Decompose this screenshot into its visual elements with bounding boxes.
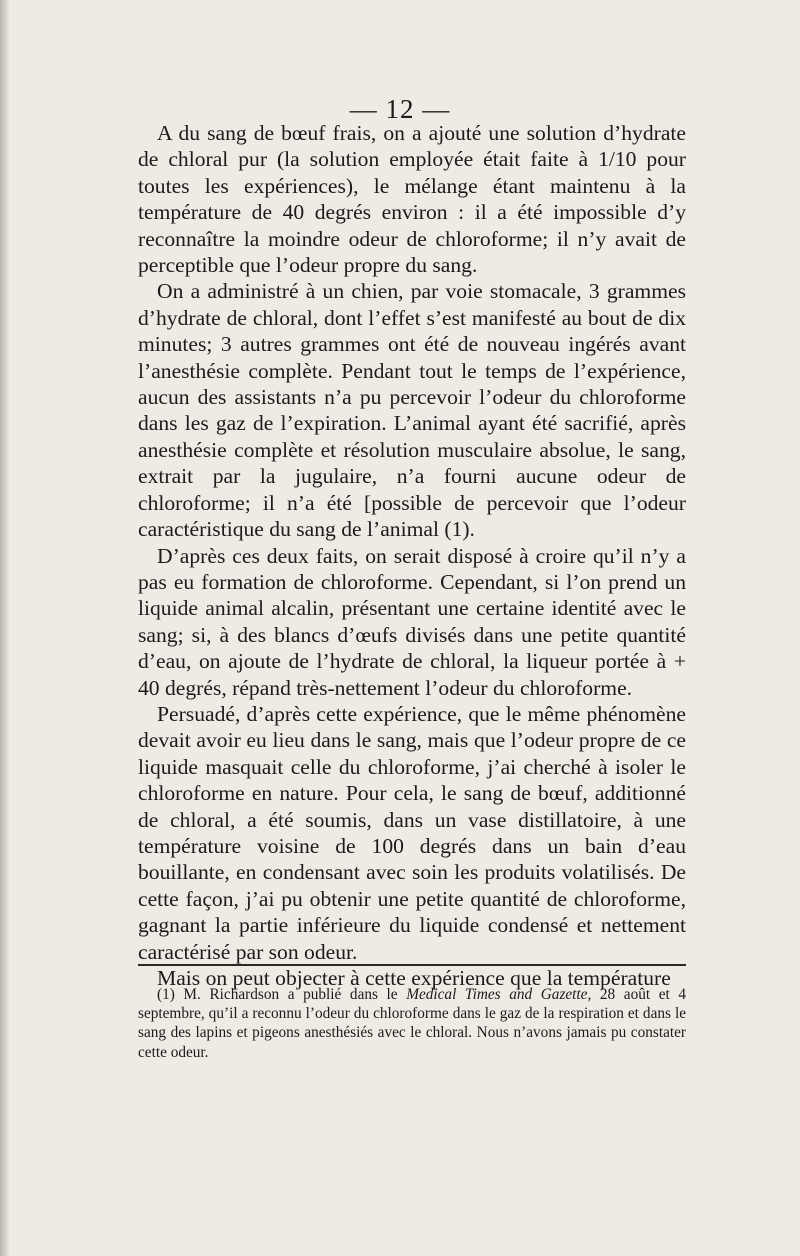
paragraph-3: D’après ces deux faits, on serait disposé à croire qu’il n’y a pas eu formation de chloroforme. Cependant, si l’on prend un liquide animal alcalin, présentant une certaine identité avec le sang; si, à des blancs d’œufs divisés dans une petite quantité d’eau, on ajoute de l’hydrate de chloral, la liqueur portée à + 40 degrés, répand très-nettement l’odeur du chloroforme. (138, 543, 686, 700)
page-number: — 12 — (349, 94, 451, 124)
footnote-journal-title: Medical Times and Gazette, (406, 986, 592, 1003)
paragraph-1: A du sang de bœuf frais, on a ajouté une solution d’hydrate de chloral pur (la solution employée était faite à 1/10 pour toutes les expériences), le mélange étant maintenu à la température de 40 degrés environ : il a été impossible d’y reconnaître la moindre odeur de chloroforme; il n’y avait de perceptible que l’odeur propre du sang. (138, 121, 686, 278)
page-binding-edge (0, 0, 10, 1256)
footnote-separator-rule (138, 964, 686, 966)
footnote-text-before-title: M. Richardson a publié dans le (174, 986, 407, 1003)
main-text-block (138, 120, 686, 991)
paragraph-4: Persuadé, d’après cette expérience, que le même phénomène devait avoir eu lieu dans le sang, mais que l’odeur propre de ce liquide masquait celle du chloroforme, j’ai cherché à isoler le chloroforme en nature. Pour cela, le sang de bœuf, additionné de chloral, a été soumis, dans un vase distillatoire, à une température voisine de 100 degrés dans un bain d’eau bouillante, en condensant avec soin les produits volatilisés. De cette façon, j’ai pu obtenir une petite quantité de chloroforme, gagnant la partie inférieure du liquide condensé et nettement caractérisé par son odeur. (138, 701, 686, 964)
paragraph-2: On a administré à un chien, par voie stomacale, 3 grammes d’hydrate de chloral, dont l’effet s’est manifesté au bout de dix minutes; 3 autres grammes ont été de nouveau ingérés avant l’anesthésie complète. Pendant tout le temps de l’expérience, aucun des assistants n’a pu percevoir l’odeur du chloroforme dans les gaz de l’expiration. L’animal ayant été sacrifié, après anesthésie complète et résolution musculaire absolue, le sang, extrait par la jugulaire, n’a fourni aucune odeur de chloroforme; il n’a été [possible de percevoir que l’odeur caractéristique du sang de l’animal (1). (138, 279, 686, 542)
paragraph-5: Mais on peut objecter à cette expérience que la température (157, 966, 671, 990)
footnote (138, 985, 686, 1062)
footnote-text-after-title: 28 août et 4 septembre, qu’il a reconnu l’odeur du chloroforme dans le gaz de la respiration et dans le sang des lapins et pigeons anesthésiés avec le chloral. Nous n’avons jamais pu constater cette odeur. (138, 986, 686, 1061)
footnote-marker: (1) (157, 986, 175, 1003)
